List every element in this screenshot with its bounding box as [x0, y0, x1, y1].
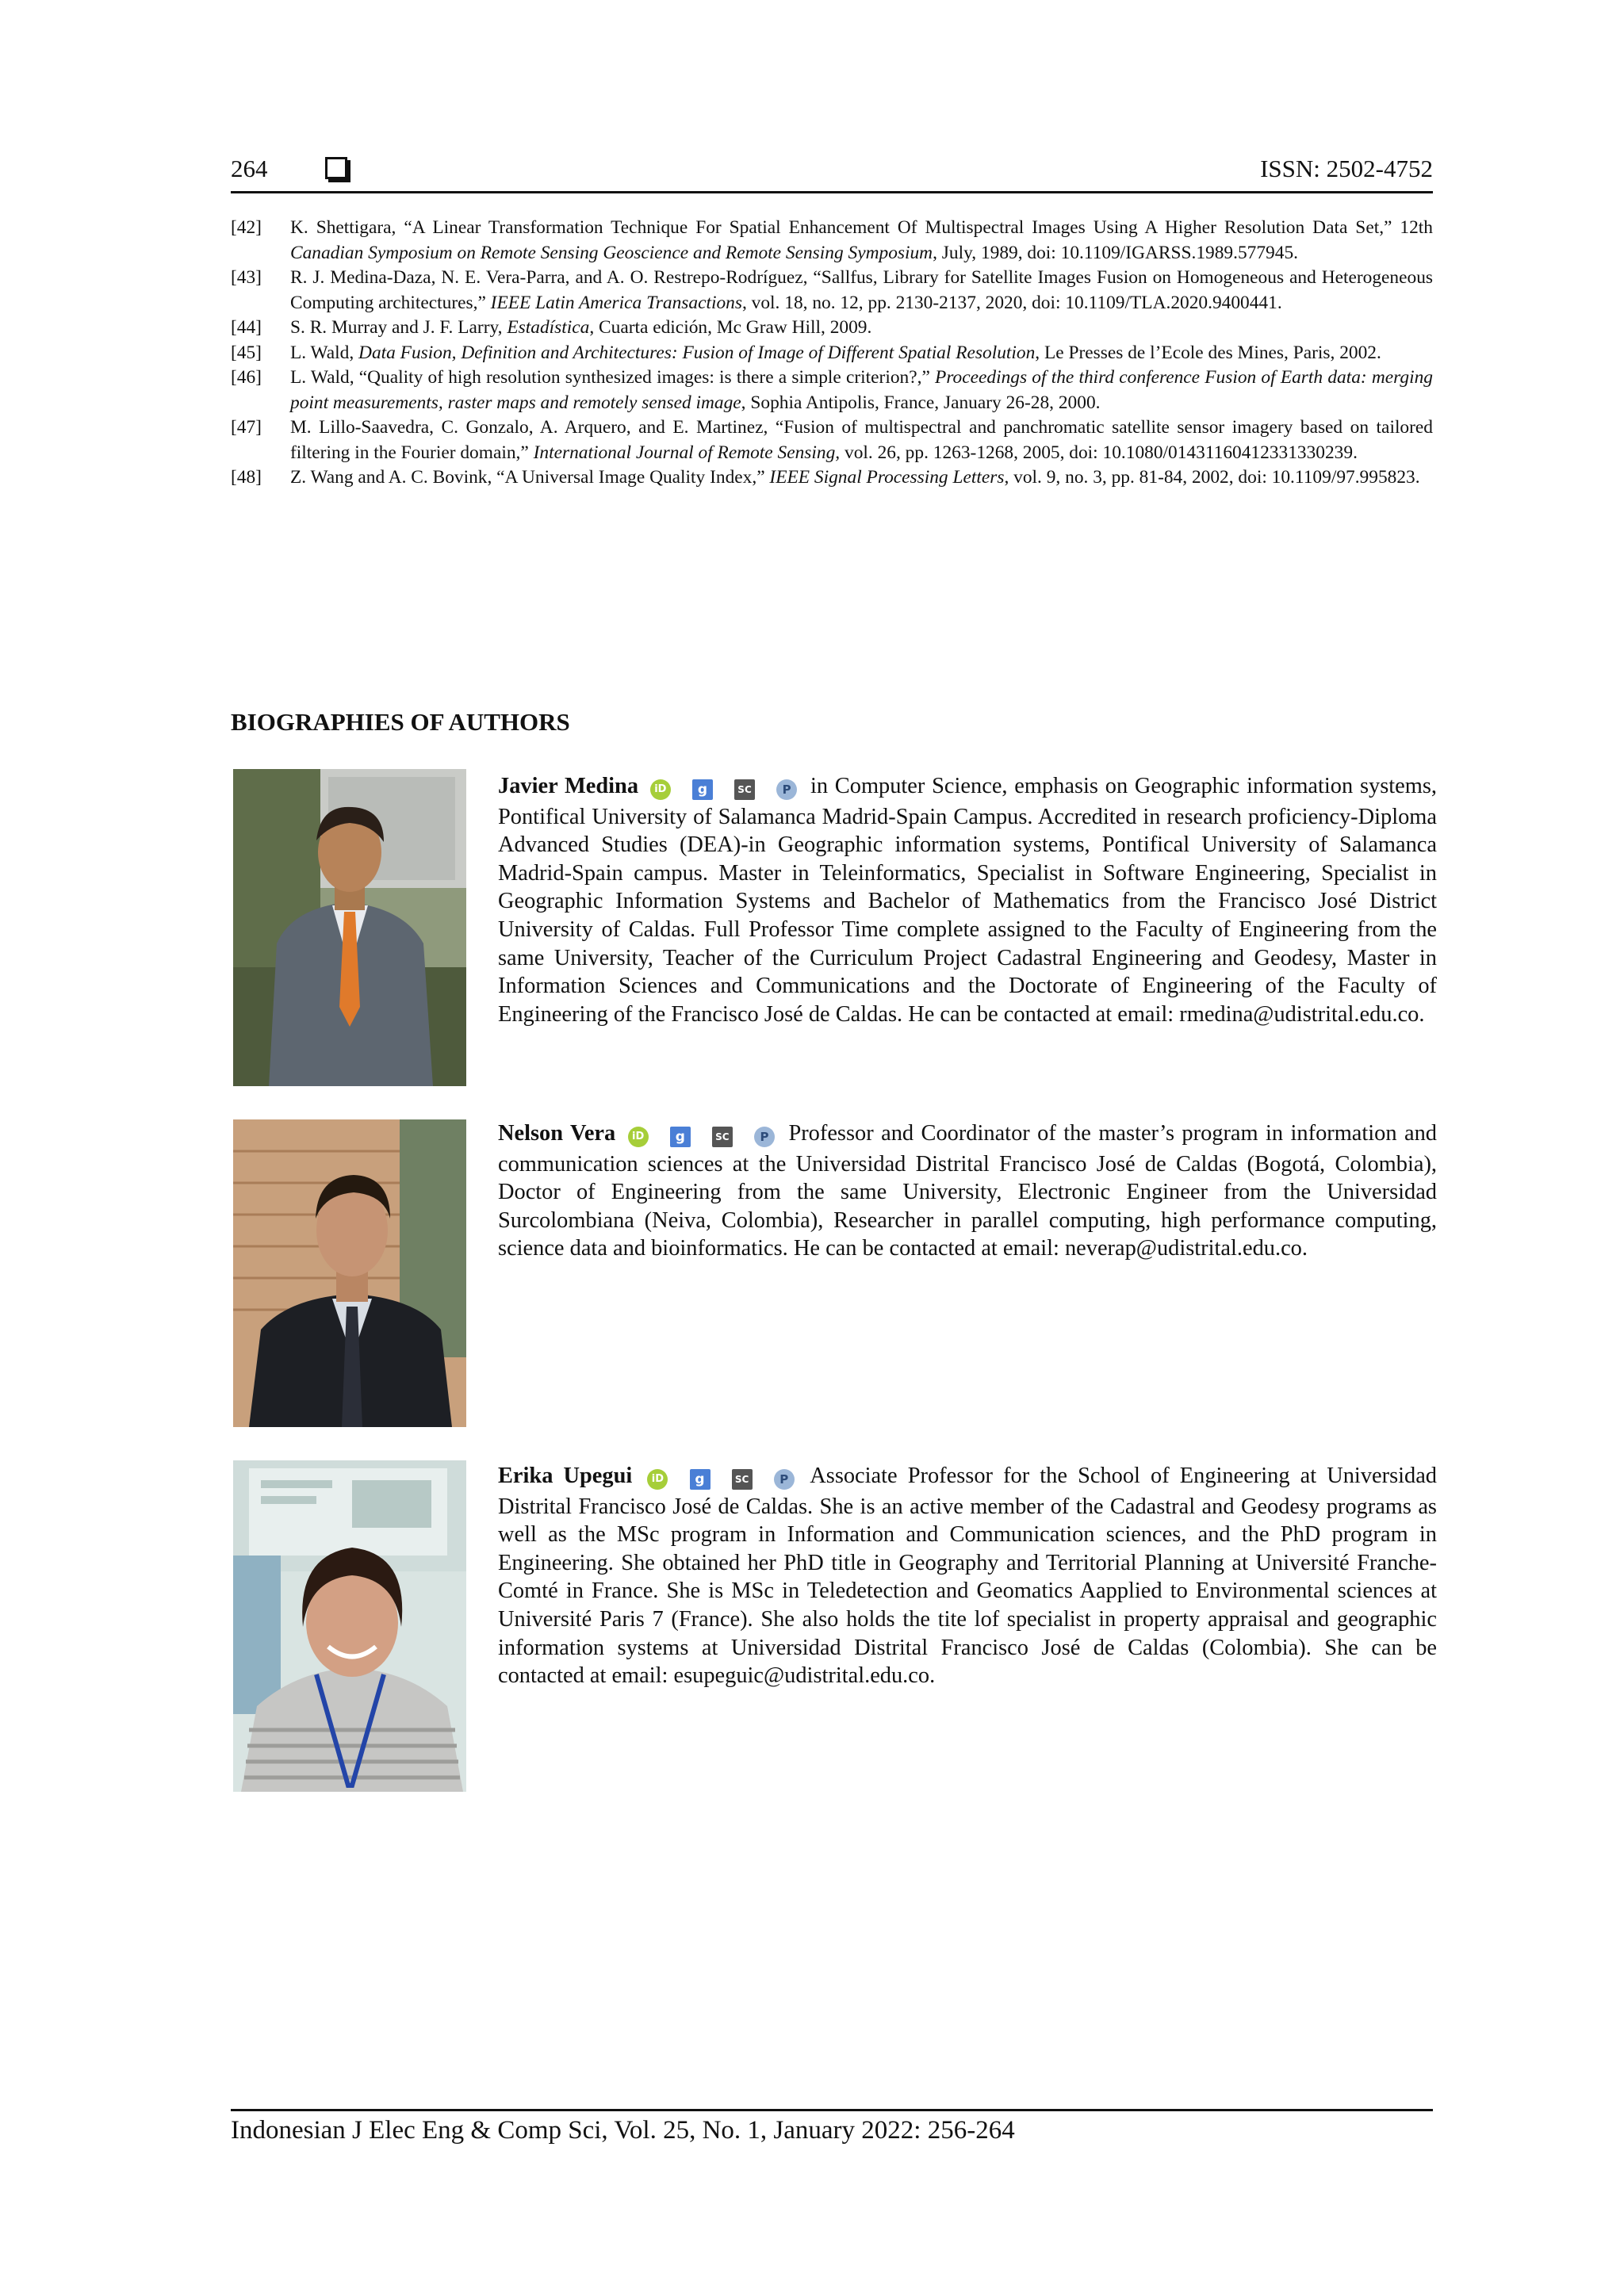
- reference-text: R. J. Medina-Daza, N. E. Vera-Parra, and A. O. Restrepo-Rodríguez, “Sallfus, Library for Satellite Images Fusion on Homogeneous and Heterogeneous Computing architectures,” IEEE Latin America Transactions, vol. 18, no. 12, pp. 2130-2137, 2020, doi: 10.1109/TLA.2020.9400441.: [290, 267, 1433, 313]
- section-heading: BIOGRAPHIES OF AUTHORS: [231, 708, 570, 736]
- author-photo-javier-medina: [233, 769, 466, 1086]
- publons-icon[interactable]: P: [754, 1127, 775, 1147]
- page-number: 264: [231, 155, 268, 182]
- reference-item: [231, 341, 1433, 366]
- journal-citation: Indonesian J Elec Eng & Comp Sci, Vol. 25, No. 1, January 2022: 256-264: [231, 2116, 1015, 2145]
- author-bio-javier-medina: [498, 772, 1437, 1028]
- reference-number: [45]: [231, 342, 262, 363]
- profile-icons: [628, 1122, 775, 1150]
- profile-icons: [647, 1464, 794, 1493]
- running-footer: [231, 2109, 1433, 2145]
- reference-item: [231, 316, 1433, 341]
- author-name: Erika Upegui: [498, 1464, 633, 1488]
- portrait-illustration: [233, 1460, 466, 1792]
- portrait-illustration: [233, 769, 466, 1086]
- orcid-icon[interactable]: iD: [650, 779, 671, 800]
- reference-item: [231, 266, 1433, 316]
- reference-number: [46]: [231, 367, 262, 388]
- author-bio-text: Associate Professor for the School of Engineering at Universidad Distrital Francisco José de Caldas. She is an active member of the Cadastral and Geodesy programs as well as the MSc program in Information and Communication sciences, and the PhD program in Engineering. She obtained her PhD title in Geography and Territorial Planning at Université Franche-Comté in France. She is MSc in Teledetection and Geomatics Aapplied to Environmental sciences at Université Paris 7 (France). She also holds the tite lof specialist in property appraisal and geographic information systems at Universidad Distrital Francisco José de Caldas (Colombia). She can be contacted at email: esupeguic@udistrital.edu.co.: [498, 1464, 1437, 1689]
- author-photo-erika-upegui: [233, 1460, 466, 1792]
- reference-number: [44]: [231, 317, 262, 338]
- publons-icon[interactable]: P: [776, 779, 797, 800]
- reference-text: K. Shettigara, “A Linear Transformation Technique For Spatial Enhancement Of Multispectral Images Using A Higher Resolution Data Set,” 12th Canadian Symposium on Remote Sensing Geoscience and Remote Sensing Symposium, July, 1989, doi: 10.1109/IGARSS.1989.577945.: [290, 217, 1433, 263]
- reference-number: [42]: [231, 217, 262, 238]
- publons-icon[interactable]: P: [774, 1469, 795, 1490]
- reference-number: [48]: [231, 467, 262, 488]
- google-scholar-icon[interactable]: g: [692, 779, 713, 800]
- running-header: [231, 153, 1433, 193]
- profile-icons: [650, 775, 797, 803]
- reference-number: [47]: [231, 417, 262, 438]
- reference-text: S. R. Murray and J. F. Larry, Estadística, Cuarta edición, Mc Graw Hill, 2009.: [290, 317, 872, 338]
- reference-item: [231, 415, 1433, 465]
- author-bio-erika-upegui: [498, 1462, 1437, 1690]
- reference-text: L. Wald, Data Fusion, Definition and Architectures: Fusion of Image of Different Spatial Resolution, Le Presses de l’Ecole des Mines, Paris, 2002.: [290, 342, 1381, 363]
- scopus-icon[interactable]: SC: [734, 779, 755, 800]
- reference-item: [231, 465, 1433, 491]
- author-bio-text: Professor and Coordinator of the master’s program in information and communication sciences at the Universidad Distrital Francisco José de Caldas (Bogotá, Colombia), Doctor of Engineering from the same University, Electronic Engineer from the Universidad Surcolombiana (Neiva, Colombia), Researcher in parallel computing, high performance computing, science data and bioinformatics. He can be contacted at email: neverap@udistrital.edu.co.: [498, 1121, 1437, 1261]
- reference-text: L. Wald, “Quality of high resolution synthesized images: is there a simple criterion?,” Proceedings of the third conference Fusion of Earth data: merging point measurements, raster maps and remotely sensed image, Sophia Antipolis, France, January 26-28, 2000.: [290, 367, 1433, 413]
- author-name: Nelson Vera: [498, 1121, 616, 1146]
- reference-item: [231, 216, 1433, 266]
- author-name: Javier Medina: [498, 774, 639, 798]
- reference-number: [43]: [231, 267, 262, 288]
- reference-item: [231, 365, 1433, 415]
- author-bio-nelson-vera: [498, 1119, 1437, 1263]
- issn-label: ISSN: 2502-4752: [1260, 155, 1433, 182]
- author-photo-nelson-vera: [233, 1119, 466, 1427]
- google-scholar-icon[interactable]: g: [670, 1127, 691, 1147]
- reference-list: [231, 216, 1433, 491]
- google-scholar-icon[interactable]: g: [690, 1469, 710, 1490]
- scopus-icon[interactable]: SC: [712, 1127, 733, 1147]
- orcid-icon[interactable]: iD: [628, 1127, 649, 1147]
- portrait-illustration: [233, 1119, 466, 1427]
- reference-text: M. Lillo-Saavedra, C. Gonzalo, A. Arquero, and E. Martinez, “Fusion of multispectral and panchromatic satellite sensor imagery based on tailored filtering in the Fourier domain,” International Journal of Remote Sensing, vol. 26, pp. 1263-1268, 2005, doi: 10.1080/01431160412331330239.: [290, 417, 1433, 463]
- orcid-icon[interactable]: iD: [647, 1469, 668, 1490]
- reference-text: Z. Wang and A. C. Bovink, “A Universal Image Quality Index,” IEEE Signal Processing Letters, vol. 9, no. 3, pp. 81-84, 2002, doi: 10.1109/97.995823.: [290, 467, 1420, 488]
- scopus-icon[interactable]: SC: [732, 1469, 753, 1490]
- author-bio-text: in Computer Science, emphasis on Geographic information systems, Pontifical University of Salamanca Madrid-Spain Campus. Accredited in research proficiency-Diploma Advanced Studies (DEA)-in Geographic information systems, Pontifical University of Salamanca Madrid-Spain campus. Master in Teleinformatics, Specialist in Software Engineering, Specialist in Geographic Information Systems and Bachelor of Mathematics from the Francisco José District University of Caldas. Full Professor Time complete assigned to the Faculty of Engineering from the same University, Teacher of the Curriculum Project Cadastral Engineering and Geodesy, Master in Information Sciences and Communications and the Doctorate of Engineering of the Faculty of Engineering of the Francisco José de Caldas. He can be contacted at email: rmedina@udistrital.edu.co.: [498, 774, 1437, 1027]
- checkbox-square-icon: [325, 157, 347, 179]
